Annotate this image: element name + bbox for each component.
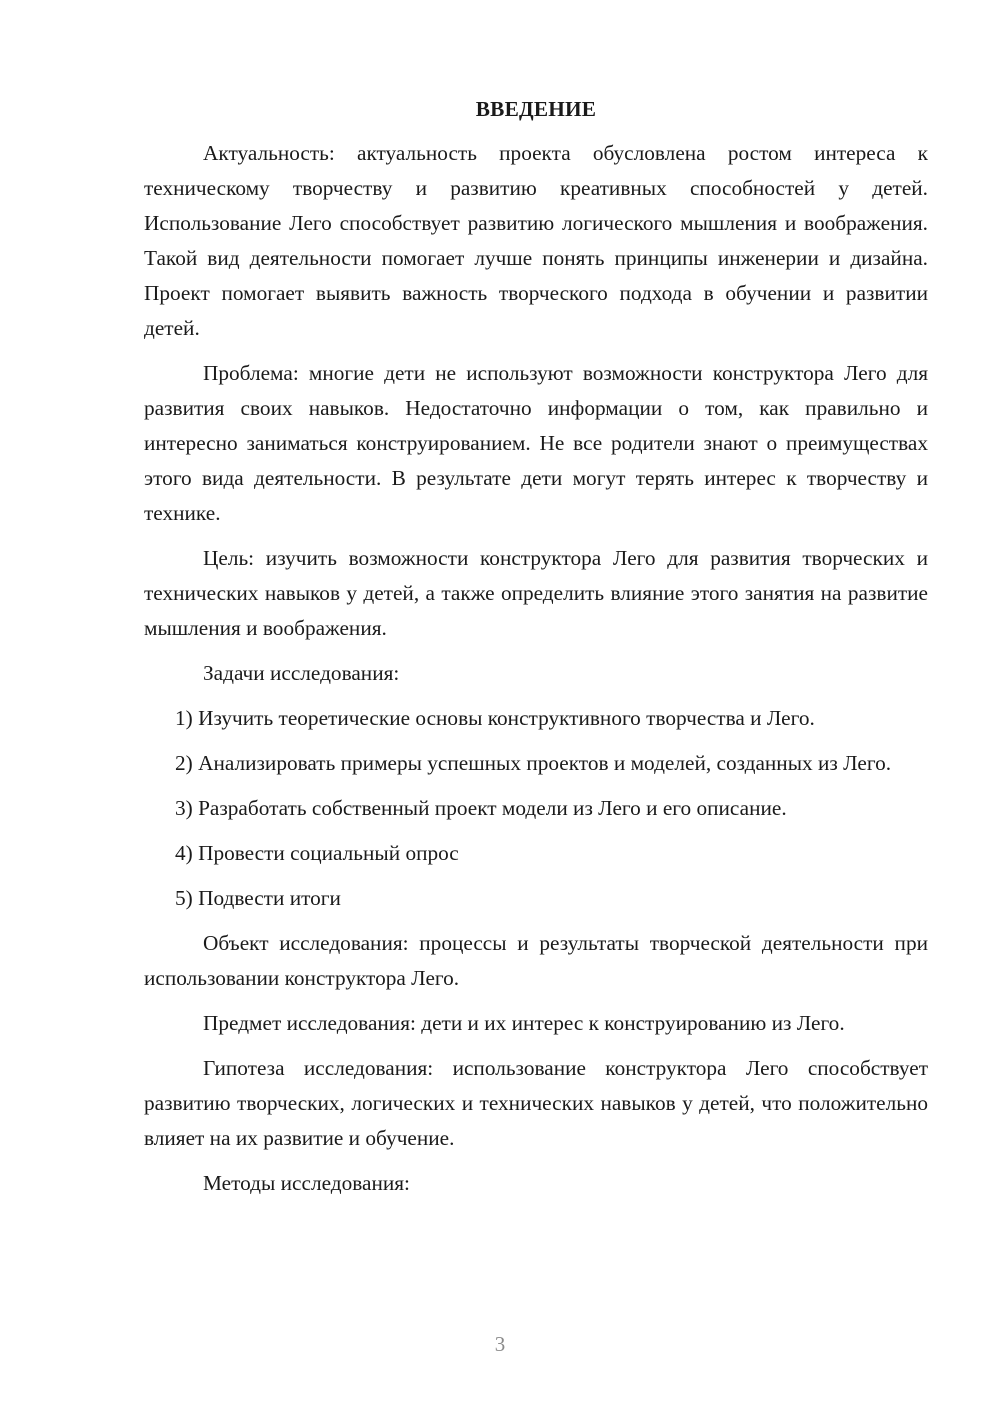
task-item-5: 5) Подвести итоги: [175, 886, 341, 910]
paragraph-goal: Цель: изучить возможности конструктора Лего для развития творческих и технических навыков у детей, а также определить влияние этого занятия на развитие мышления и воображения.: [144, 546, 928, 640]
paragraph-problem: Проблема: многие дети не используют возможности конструктора Лего для развития своих навыков. Недостаточно информации о том, как правильно и интересно заниматься конструированием. Не все родители знают о преимуществах этого вида деятельности. В результате дети могут терять интерес к творчеству и технике.: [144, 361, 928, 525]
task-item-4: 4) Провести социальный опрос: [175, 841, 459, 865]
document-page: [144, 92, 928, 1211]
task-item-2: 2) Анализировать примеры успешных проектов и моделей, созданных из Лего.: [175, 751, 892, 775]
paragraph-relevance: Актуальность: актуальность проекта обусловлена ростом интереса к техническому творчеству и развитию креативных способностей у детей. Использование Лего способствует развитию логического мышления и воображения. Такой вид деятельности помогает лучше понять принципы инженерии и дизайна. Проект помогает выявить важность творческого подхода в обучении и развитии детей.: [144, 141, 928, 340]
paragraph-tasks-heading: Задачи исследования:: [203, 661, 400, 685]
paragraph-hypothesis: Гипотеза исследования: использование конструктора Лего способствует развитию творческих, логических и технических навыков у детей, что положительно влияет на их развитие и обучение.: [144, 1056, 928, 1150]
task-item-1: 1) Изучить теоретические основы конструктивного творчества и Лего.: [175, 706, 815, 730]
paragraph-object: Объект исследования: процессы и результаты творческой деятельности при использовании конструктора Лего.: [144, 931, 928, 990]
page-number: 3: [494, 1332, 506, 1356]
section-title: ВВЕДЕНИЕ: [475, 97, 597, 121]
paragraph-subject: Предмет исследования: дети и их интерес к конструированию из Лего.: [203, 1011, 845, 1035]
paragraph-methods-heading: Методы исследования:: [203, 1171, 410, 1195]
task-item-3: 3) Разработать собственный проект модели из Лего и его описание.: [175, 796, 787, 820]
